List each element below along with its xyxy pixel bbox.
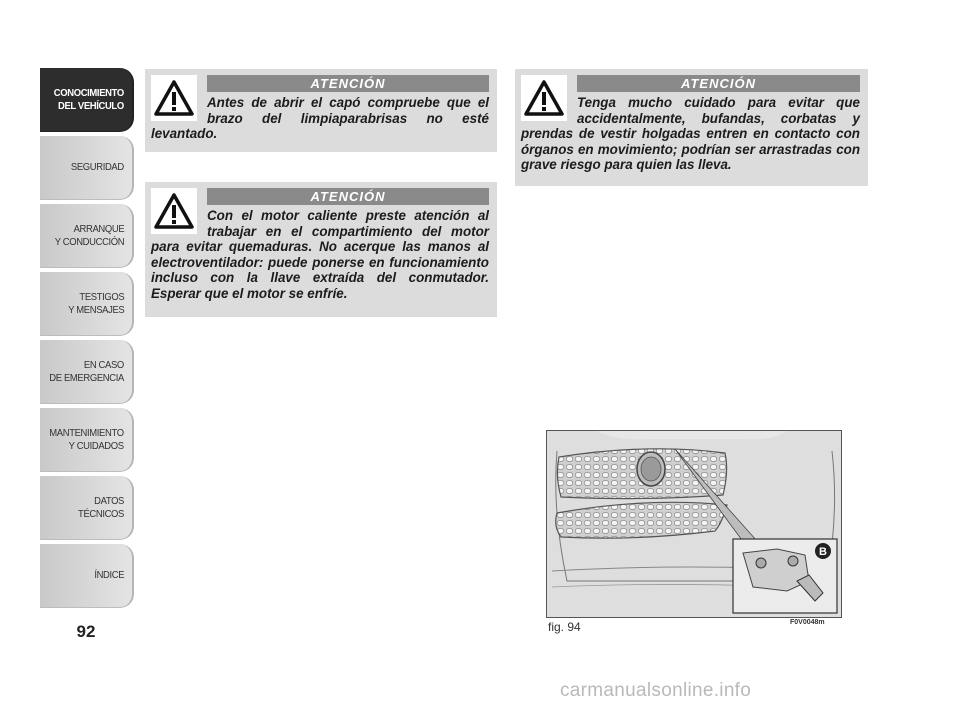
page-number: 92: [76, 622, 96, 641]
tab-testigos[interactable]: [40, 272, 134, 336]
warning-box: [515, 69, 868, 186]
warning-box: [145, 182, 497, 317]
warning-heading: ATENCIÓN: [207, 75, 489, 92]
figure-caption: fig. 94: [548, 620, 581, 634]
tab-indice[interactable]: [40, 544, 134, 608]
hood-illustration: [547, 431, 841, 617]
tab-datos-tecnicos[interactable]: [40, 476, 134, 540]
tab-label: DATOS TÉCNICOS: [78, 494, 124, 520]
tab-label: MANTENIMIENTO Y CUIDADOS: [49, 426, 124, 452]
chapter-sidebar: [40, 68, 134, 612]
tab-label: ARRANQUE Y CONDUCCIÓN: [54, 222, 124, 248]
tab-label: EN CASO DE EMERGENCIA: [49, 358, 124, 384]
figure-hood-release: [546, 430, 842, 618]
watermark: carmanualsonline.info: [560, 680, 752, 701]
warning-heading: ATENCIÓN: [207, 188, 489, 205]
warning-heading: ATENCIÓN: [577, 75, 860, 92]
warning-text: Tenga mucho cuidado para evitar que accidentalmente, bufandas, corbatas y prendas de vestir holgadas entren en contacto con órganos en movimiento; podrían ser arrastradas con grave riesgo para quien las lleva.: [521, 95, 860, 172]
tab-label: ÍNDICE: [94, 569, 124, 581]
tab-label: CONOCIMIENTO DEL VEHÍCULO: [53, 86, 124, 112]
tab-emergencia[interactable]: [40, 340, 134, 404]
warning-text: Antes de abrir el capó compruebe que el brazo del limpiaparabrisas no esté levantado.: [151, 95, 489, 141]
warning-text: Con el motor caliente preste atención al trabajar en el compartimiento del motor para evitar quemaduras. No acerque las manos al electroventilador: puede ponerse en funcionamiento incluso con la llave extraída del conmutador. Esperar que el motor se enfríe.: [151, 208, 489, 301]
warning-triangle-icon: [521, 75, 567, 121]
warning-triangle-icon: [151, 188, 197, 234]
figure-code: F0V0048m: [790, 619, 825, 626]
warning-box: [145, 69, 497, 152]
tab-conocimiento[interactable]: [40, 68, 134, 132]
tab-label: SEGURIDAD: [71, 161, 124, 173]
tab-label: TESTIGOS Y MENSAJES: [67, 290, 124, 316]
tab-arranque[interactable]: [40, 204, 134, 268]
callout-b: B: [819, 546, 827, 558]
tab-seguridad[interactable]: [40, 136, 134, 200]
tab-mantenimiento[interactable]: [40, 408, 134, 472]
warning-triangle-icon: [151, 75, 197, 121]
